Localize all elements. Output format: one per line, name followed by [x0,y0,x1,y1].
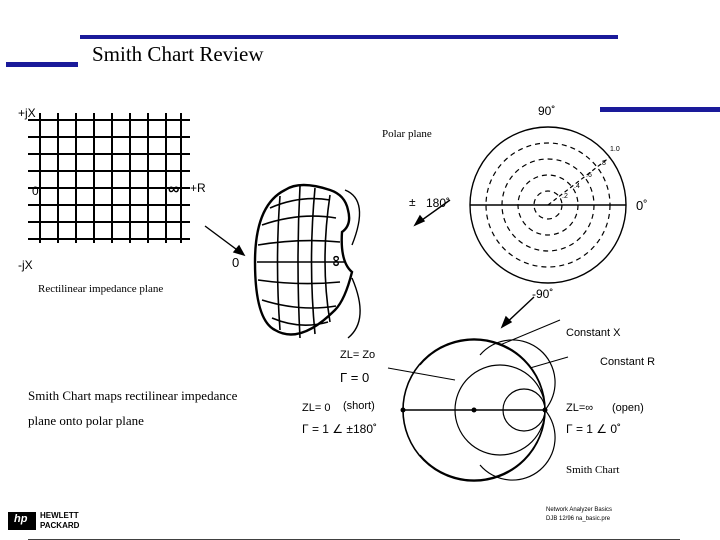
short-label: (short) [343,400,375,412]
angle-90-label: 90˚ [538,104,556,118]
rectilinear-caption: Rectilinear impedance plane [38,283,164,295]
neg-jx-label: -jX [18,258,33,272]
gamma-match-label: Γ = 0 [340,370,370,385]
pos-jx-label: +jX [18,106,36,120]
infinity-symbol: ∞ [168,181,180,198]
footer-note-line2: DJB 12/96 na_basic.pre [546,516,611,522]
pos-r-label: +R [190,181,206,195]
gamma-open-label: Γ = 1 ∠ 0˚ [566,422,622,436]
radial-mark-0-4: .4 [574,183,580,190]
open-label: (open) [612,402,644,414]
angle-180-label: 180˚ [426,196,451,210]
mapped-infinity: ∞ [327,255,345,267]
polar-plane [470,127,626,283]
hp-logo-mark: hp [14,513,28,525]
polar-plane-label: Polar plane [382,128,432,140]
constant-x-label: Constant X [566,327,621,339]
brand-line1: HEWLETT [40,511,79,520]
smith-chart-label: Smith Chart [566,464,620,476]
radial-mark-0-2: .2 [562,193,568,200]
footer-note-line1: Network Analyzer Basics [546,507,613,513]
brand-line2: PACKARD [40,521,80,530]
smith-caption-line1: Smith Chart maps rectilinear impedance [28,388,238,403]
angle-neg90-label: -90˚ [532,287,554,301]
gamma-short-label: Γ = 1 ∠ ±180˚ [302,422,377,436]
constant-r-label: Constant R [600,356,656,368]
radial-mark-0-6: .6 [586,172,592,179]
z-match-label: ZL= Zo [340,349,376,361]
angle-0-label: 0˚ [636,198,648,213]
smith-caption-line2: plane onto polar plane [28,413,144,428]
page-title: Smith Chart Review [92,42,264,66]
z-open-label: ZL=∞ [566,402,594,414]
radial-mark-0-8: .8 [600,160,606,167]
z-short-label: ZL= 0 [302,402,331,414]
smith-chart [388,320,568,481]
mapped-zero: 0 [232,255,240,270]
radial-mark-1-0: 1.0 [610,146,620,153]
rectilinear-grid [28,113,190,243]
zero-label: 0 [32,184,39,198]
angle-180-sign: ± [409,195,416,209]
